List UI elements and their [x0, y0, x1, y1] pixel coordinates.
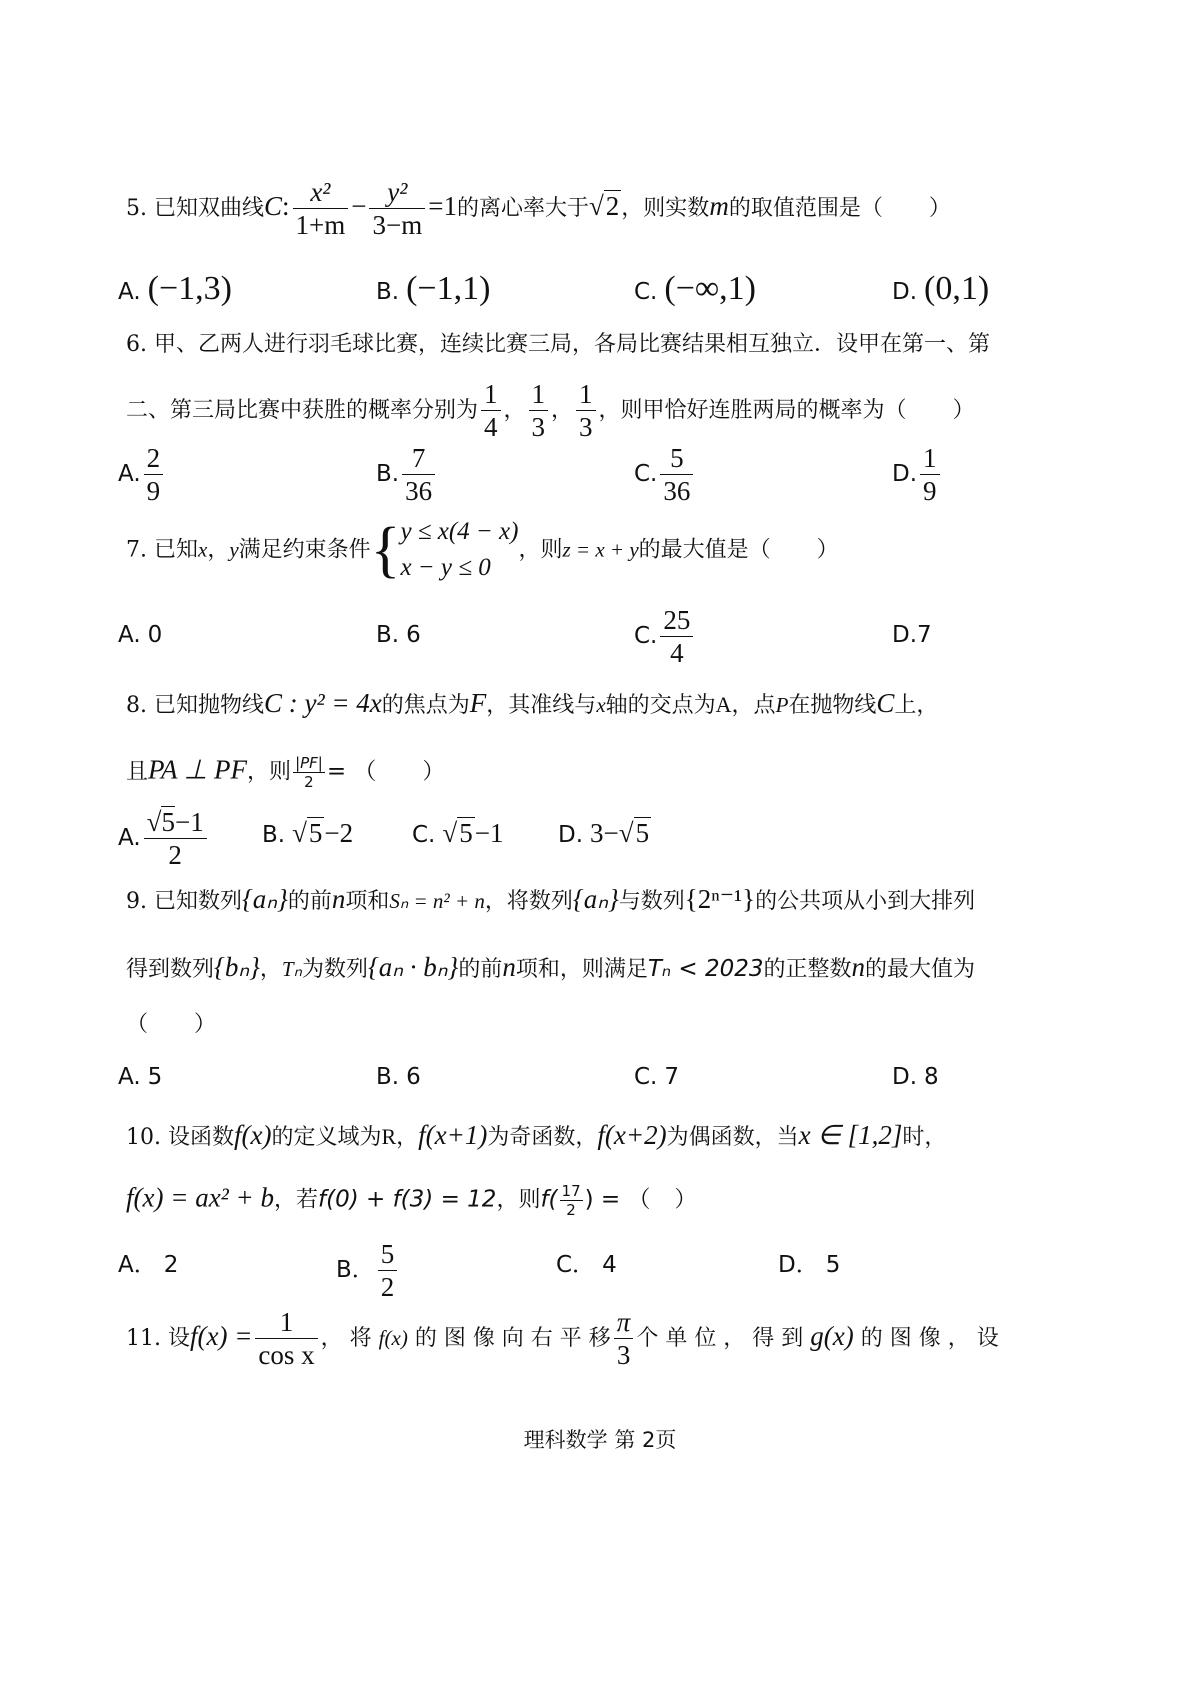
q11-frac	[255, 1306, 317, 1372]
q5-sqrt-radicand: 2	[605, 190, 620, 221]
frac-den: 4	[484, 412, 498, 443]
q6-line2-prefix: 二、第三局比赛中获胜的概率分别为	[126, 397, 479, 423]
page-footer: 理科数学 第 2页	[523, 1428, 677, 1452]
option-value: (−1,1)	[406, 270, 491, 307]
q11-gx: g(x)	[810, 1320, 854, 1351]
option-frac	[144, 806, 207, 872]
option-value: 5	[147, 1064, 163, 1090]
option-letter: D.	[892, 279, 918, 305]
q7-stem	[126, 514, 839, 587]
q9-t1: 的前	[287, 889, 332, 914]
q8-t3: 轴的交点为	[605, 693, 716, 718]
option-letter: D.	[558, 822, 584, 848]
option-letter: C.	[412, 822, 436, 848]
q7-expr: z = x + y	[562, 537, 639, 562]
q8-t6: 上，	[894, 693, 939, 718]
q9-line2-b: 为数列	[301, 957, 368, 982]
q6-line1: 6. 甲、乙两人进行羽毛球比赛，连续比赛三局，各局比赛结果相互独立．设甲在第一、第	[126, 332, 990, 357]
option-letter: C.	[634, 279, 658, 305]
option-letter: D.	[892, 460, 918, 487]
q10-line1	[126, 1122, 946, 1149]
frac-num: √5−1	[144, 806, 207, 839]
option-frac	[402, 442, 435, 508]
q9-line2-e: 的正整数	[763, 957, 852, 982]
option-letter: A.	[118, 622, 141, 648]
option-tail: −2	[324, 818, 354, 848]
q10-t5: 时，	[902, 1125, 947, 1150]
q10-close: ）	[674, 1187, 697, 1213]
option-value: 7	[664, 1064, 680, 1090]
q9-bn: {bₙ}	[214, 952, 260, 982]
option-value: 5	[825, 1252, 841, 1278]
option-value: 0	[147, 622, 163, 648]
q5-frac2	[369, 176, 425, 242]
q8-prefix: 8. 已知抛物线	[126, 693, 264, 718]
frac-num: 1	[255, 1306, 317, 1339]
q8-A: A	[715, 692, 732, 717]
q10-option-c	[556, 1254, 617, 1277]
option-letter: A.	[118, 460, 141, 487]
q9-tn: Tₙ	[281, 957, 302, 981]
q10-option-a	[118, 1254, 178, 1277]
q5-option-a	[118, 272, 232, 306]
frac-den: 9	[144, 474, 164, 507]
q9-n: n	[331, 884, 346, 914]
option-value: 2	[163, 1252, 179, 1278]
q9-t3: ，将数列	[484, 889, 573, 914]
q8-t1: 的焦点为	[381, 693, 470, 718]
q5-tail1: ，则实数	[621, 195, 710, 221]
q9-n-2: n	[502, 952, 516, 982]
q9-sn: Sₙ = n² + n	[389, 889, 485, 913]
q11-t1: ， 将	[320, 1325, 372, 1351]
q9-option-a	[118, 1066, 162, 1089]
q9-line2-d: 项和，则满足	[515, 957, 648, 982]
q9-line2-f: 的最大值为	[865, 957, 976, 982]
q8-line1	[126, 690, 938, 717]
q10-line2-cond: f(0) + f(3) = 12	[318, 1186, 497, 1213]
option-letter: B.	[376, 460, 400, 487]
q9-line2-c: 的前	[458, 957, 503, 982]
q6-p1	[481, 378, 501, 444]
q6-sep1: ，	[503, 397, 526, 423]
radicand: 5	[459, 818, 473, 848]
option-letter: B.	[262, 822, 286, 848]
frac-den: 3	[579, 412, 593, 443]
option-sqrt: √5	[618, 818, 650, 848]
q7-tail2: 的最大值是（	[638, 537, 771, 563]
q7-close: ）	[816, 537, 839, 563]
q5-option-c	[634, 272, 756, 306]
frac-num: 25	[660, 604, 693, 637]
q8-x: x	[596, 693, 606, 717]
option-letter: A.	[118, 824, 141, 851]
q9-line2	[126, 954, 975, 981]
q9-t4: 与数列	[618, 889, 685, 914]
q6-option-a	[118, 442, 166, 508]
option-letter: A.	[118, 279, 141, 305]
q9-an-2: {aₙ}	[572, 884, 619, 914]
option-frac	[660, 442, 693, 508]
frac-den: 2	[566, 1201, 576, 1219]
q5-frac2-den: 3−m	[372, 210, 423, 241]
q5-sqrt: √2	[588, 190, 620, 221]
option-letter: A．	[118, 1252, 157, 1278]
q10-option-d	[778, 1254, 840, 1277]
option-frac	[378, 1238, 398, 1304]
q7-mid: 满足约束条件	[238, 537, 371, 563]
q9-option-d	[892, 1066, 939, 1089]
q9-prefix: 9. 已知数列	[126, 889, 242, 914]
q10-line2-a: ，若	[274, 1187, 319, 1213]
q11-line1	[126, 1306, 999, 1372]
q10-R: R	[381, 1124, 397, 1149]
q5-frac1-den: 1+m	[295, 210, 346, 241]
option-letter: B．	[336, 1256, 375, 1283]
option-value: 6	[406, 1064, 421, 1090]
frac-den: 2	[304, 773, 314, 791]
radicand: 5	[161, 807, 175, 837]
option-value: 7	[917, 622, 932, 648]
option-letter: C.	[634, 1064, 658, 1090]
q10-fx1: f(x+1)	[418, 1120, 488, 1150]
q6-p2	[529, 378, 549, 444]
frac-num: 5	[378, 1238, 398, 1271]
option-frac	[660, 604, 693, 670]
q10-t2: ，	[396, 1125, 419, 1150]
q5-frac1-num: x²	[293, 176, 349, 209]
q8-t5: 在抛物线	[788, 693, 877, 718]
q8-ratio	[293, 754, 325, 791]
frac-num: 17	[561, 1182, 581, 1200]
q11-prefix: 11. 设	[126, 1325, 190, 1351]
q7-option-c	[634, 604, 696, 670]
q7-x: x	[197, 537, 208, 562]
frac-den: 9	[923, 476, 937, 507]
q5-close: ）	[928, 195, 951, 221]
radicand: 5	[308, 818, 323, 848]
option-letter: B.	[376, 622, 400, 648]
q8-line2	[126, 754, 444, 791]
option-sqrt: √5	[442, 818, 473, 848]
q9-line1	[126, 886, 975, 913]
q10-frac	[560, 1182, 583, 1219]
q9-option-c	[634, 1066, 679, 1089]
q8-line2-tail: = （	[326, 758, 377, 785]
q9-anbn: {aₙ · bₙ}	[367, 952, 459, 982]
q5-C: C	[263, 190, 282, 221]
q8-line2-prefix: 且	[126, 759, 149, 785]
q5-option-d	[892, 272, 989, 306]
frac-num: 2	[146, 443, 161, 473]
q9-option-b	[376, 1066, 421, 1089]
q6-option-d	[892, 442, 943, 508]
option-frac	[144, 442, 164, 508]
q7-prefix: 7. 已知	[126, 537, 198, 563]
frac-num: 1	[481, 378, 501, 411]
option-value: (−∞,1)	[664, 270, 756, 307]
radicand: 5	[635, 818, 650, 848]
frac-den: 3	[616, 1340, 631, 1371]
option-value: 4	[602, 1252, 617, 1278]
q10-line2-eq: f(x) = ax² + b	[126, 1182, 274, 1213]
option-frac	[920, 442, 940, 508]
q10-line2-close: ) = （	[584, 1186, 651, 1213]
q6-sep2: ，	[551, 397, 574, 423]
q7-cond2: x − y ≤ 0	[400, 554, 491, 582]
q5-frac2-num: y²	[369, 176, 425, 209]
q10-cond: x ∈ [1,2]	[798, 1120, 903, 1150]
q11-fx-small: f(x)	[378, 1325, 408, 1350]
q8-equation: C : y² = 4x	[263, 688, 382, 718]
q5-mid: 的离心率大于	[456, 195, 589, 221]
q6-option-c	[634, 442, 696, 508]
frac-den: cos x	[258, 1340, 315, 1371]
q7-option-b	[376, 624, 421, 647]
q11-shift	[614, 1306, 634, 1372]
q10-t1: 的定义域为	[271, 1125, 382, 1150]
q10-fx2: f(x+2)	[597, 1120, 667, 1150]
q11-t3: 个 单 位 ， 得 到	[636, 1325, 804, 1351]
q8-F: F	[469, 688, 487, 718]
q8-t4: ，点	[731, 693, 776, 718]
q8-t2: ，其准线与	[486, 693, 597, 718]
q11-fx: f(x) =	[189, 1320, 253, 1351]
q6-line2	[126, 378, 975, 444]
q5-colon: :	[282, 190, 290, 221]
q9-line2-prefix: 得到数列	[126, 957, 215, 982]
q7-option-d	[892, 624, 932, 647]
option-letter: B.	[376, 279, 400, 305]
q7-cond1: y ≤ x(4 − x)	[400, 518, 519, 545]
frac-num: 7	[402, 442, 435, 475]
frac-den: 3	[531, 412, 546, 443]
q10-fx: f(x)	[233, 1120, 272, 1150]
frac-num: |PF|	[295, 754, 323, 772]
frac-den: 2	[168, 840, 182, 871]
option-value: (0,1)	[924, 270, 990, 307]
option-letter: A.	[118, 1064, 141, 1090]
q9-t5: 的公共项从小到大排列	[755, 889, 976, 914]
option-letter: B.	[376, 1064, 400, 1090]
q5-option-b	[376, 272, 490, 306]
q9-pow: {2ⁿ⁻¹}	[684, 884, 756, 914]
option-sqrt: √5	[292, 818, 323, 848]
q10-line2-f: f(	[540, 1186, 558, 1213]
q10-prefix: 10. 设函数	[126, 1125, 234, 1150]
option-letter: C．	[556, 1252, 596, 1278]
frac-num: 1	[576, 378, 596, 411]
option-letter: C.	[634, 622, 658, 649]
frac-den: 36	[663, 476, 691, 507]
option-value: 6	[406, 622, 421, 648]
q6-close: ）	[952, 397, 975, 423]
frac-den: 4	[670, 638, 684, 669]
q11-t2: 的 图 像 向 右 平 移	[414, 1325, 611, 1351]
q6-p3	[576, 378, 596, 444]
q7-tail1: ，则	[518, 537, 563, 563]
q8-close: ）	[422, 759, 445, 785]
q5-frac1	[293, 176, 349, 242]
frac-den: 2	[380, 1272, 395, 1303]
q8-option-a	[118, 806, 210, 872]
option-value: 8	[924, 1064, 939, 1090]
q10-option-b	[336, 1238, 400, 1304]
q7-comma: ，	[207, 537, 230, 563]
option-letter: C.	[634, 460, 658, 487]
q9-line3-open: （	[126, 1012, 149, 1037]
q5-m: m	[709, 190, 729, 221]
q7-system	[400, 514, 518, 587]
q11-t4: 的 图 像 ， 设	[860, 1325, 999, 1351]
frac-num: 1	[920, 442, 940, 475]
q6-line2-tail: ，则甲恰好连胜两局的概率为（	[598, 397, 907, 423]
q5-eq: =1	[428, 190, 457, 221]
q10-line2	[126, 1182, 697, 1219]
q8-option-d	[558, 820, 651, 847]
q8-option-c	[412, 820, 503, 847]
q8-perp: PA ⊥ PF	[148, 754, 248, 785]
q6-option-b	[376, 442, 438, 508]
q9-close: ）	[194, 1012, 217, 1037]
frac-num: 1	[529, 378, 549, 411]
left-brace-icon: {	[370, 516, 401, 585]
q9-an: {aₙ}	[241, 884, 288, 914]
q5-minus: −	[351, 190, 367, 221]
num-tail: −1	[174, 807, 204, 837]
q10-t3: 为奇函数，	[487, 1125, 598, 1150]
q7-y: y	[229, 537, 239, 562]
q9-t2: 项和	[345, 889, 390, 914]
q9-line3	[126, 1014, 216, 1036]
option-tail: −1	[474, 818, 504, 848]
frac-num: 5	[660, 442, 693, 475]
q10-t4: 为偶函数，当	[666, 1125, 799, 1150]
q9-ineq: Tₙ < 2023	[647, 956, 764, 982]
q5-stem	[126, 176, 951, 242]
q9-n-3: n	[851, 952, 866, 982]
q9-line2-a: ，	[259, 957, 282, 982]
q8-P: P	[775, 693, 789, 717]
q5-tail2: 的取值范围是（	[728, 195, 883, 221]
option-letter: D.	[892, 622, 918, 648]
q8-option-b	[262, 820, 353, 847]
option-head: 3−	[590, 818, 619, 848]
frac-den: 36	[405, 476, 433, 507]
option-value: (−1,3)	[147, 270, 232, 307]
q8-C: C	[876, 688, 895, 718]
frac-num: π	[614, 1306, 634, 1339]
q5-prefix: 5. 已知双曲线	[126, 195, 264, 221]
q7-option-a	[118, 624, 162, 647]
q10-line2-b: ，则	[496, 1187, 541, 1213]
option-letter: D．	[778, 1252, 819, 1278]
option-letter: D.	[892, 1064, 918, 1090]
q8-line2-mid: ，则	[247, 759, 292, 785]
